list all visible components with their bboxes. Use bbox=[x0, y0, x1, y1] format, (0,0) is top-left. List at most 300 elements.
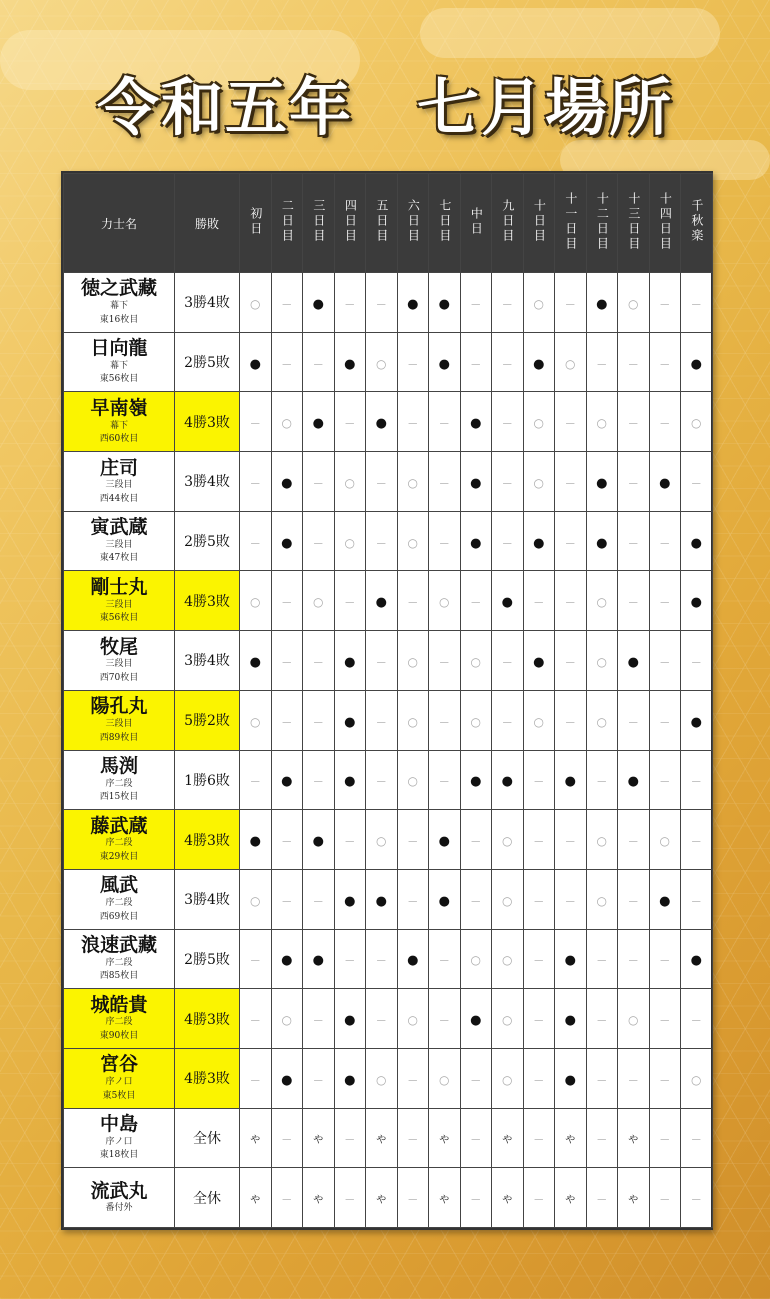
table-row bbox=[64, 869, 713, 929]
result-mark: ● bbox=[281, 1072, 293, 1088]
table-row bbox=[64, 631, 713, 691]
result-mark: － bbox=[533, 1193, 545, 1207]
result-mark: ○ bbox=[281, 416, 292, 431]
header-day bbox=[586, 174, 618, 273]
rikishi-division: 序二段 bbox=[105, 898, 133, 909]
result-cell bbox=[271, 1108, 303, 1168]
result-mark: － bbox=[627, 417, 639, 431]
result-cell bbox=[429, 392, 461, 452]
record-cell bbox=[175, 750, 240, 810]
rikishi-cell bbox=[64, 332, 175, 392]
result-cell bbox=[586, 750, 618, 810]
result-mark: ● bbox=[627, 774, 639, 790]
rikishi-rank: 東56枚目 bbox=[99, 374, 139, 385]
result-mark: － bbox=[312, 357, 324, 371]
result-mark: － bbox=[281, 835, 293, 849]
rikishi-name: 城皓貴 bbox=[90, 993, 148, 1016]
rikishi-division: 序ノ口 bbox=[105, 1077, 133, 1088]
result-cell bbox=[523, 1048, 555, 1108]
result-cell bbox=[586, 869, 618, 929]
result-cell bbox=[240, 631, 272, 691]
result-mark: ● bbox=[281, 953, 293, 969]
table-row bbox=[64, 1108, 713, 1168]
record-value: 4勝3敗 bbox=[184, 414, 230, 431]
header-day bbox=[681, 174, 713, 273]
result-mark: － bbox=[438, 954, 450, 968]
result-mark: ● bbox=[564, 1072, 576, 1088]
result-mark: － bbox=[249, 1014, 261, 1028]
result-cell bbox=[397, 750, 429, 810]
result-cell bbox=[555, 929, 587, 989]
result-cell bbox=[303, 690, 335, 750]
result-mark: ● bbox=[344, 356, 356, 372]
result-mark: ○ bbox=[281, 1013, 292, 1028]
rikishi-division: 幕下 bbox=[109, 420, 128, 431]
result-cell bbox=[303, 869, 335, 929]
result-mark: ● bbox=[659, 893, 671, 909]
result-cell bbox=[681, 869, 713, 929]
result-mark: － bbox=[470, 894, 482, 908]
result-cell bbox=[681, 690, 713, 750]
result-mark: － bbox=[690, 1133, 702, 1147]
header-day-label: 千秋楽 bbox=[689, 199, 704, 244]
result-cell bbox=[429, 750, 461, 810]
result-cell bbox=[618, 452, 650, 512]
result-cell bbox=[366, 452, 398, 512]
result-cell bbox=[649, 392, 681, 452]
result-cell bbox=[397, 690, 429, 750]
result-cell bbox=[271, 1168, 303, 1228]
result-mark: － bbox=[690, 297, 702, 311]
result-cell bbox=[649, 1108, 681, 1168]
result-mark: ○ bbox=[596, 416, 607, 431]
header-day bbox=[492, 174, 524, 273]
result-mark: － bbox=[281, 894, 293, 908]
result-cell bbox=[492, 989, 524, 1049]
table-row bbox=[64, 1168, 713, 1228]
record-value: 2勝5敗 bbox=[184, 534, 230, 551]
result-mark: － bbox=[470, 357, 482, 371]
rikishi-name: 陽孔丸 bbox=[90, 695, 148, 718]
rikishi-division: 幕下 bbox=[109, 360, 128, 371]
header-day bbox=[555, 174, 587, 273]
result-cell bbox=[240, 1048, 272, 1108]
result-mark: － bbox=[344, 596, 356, 610]
rikishi-rank: 西44枚目 bbox=[99, 493, 139, 504]
result-mark: － bbox=[533, 835, 545, 849]
result-cell bbox=[397, 571, 429, 631]
record-cell bbox=[175, 452, 240, 512]
result-cell bbox=[460, 929, 492, 989]
result-cell bbox=[397, 631, 429, 691]
result-cell bbox=[555, 332, 587, 392]
record-value: 4勝3敗 bbox=[184, 1011, 230, 1028]
result-cell bbox=[523, 631, 555, 691]
result-mark: ● bbox=[438, 834, 450, 850]
result-cell bbox=[492, 1048, 524, 1108]
result-mark: ○ bbox=[659, 834, 670, 849]
result-cell bbox=[460, 1168, 492, 1228]
rikishi-name: 風武 bbox=[99, 874, 138, 897]
result-mark: － bbox=[470, 596, 482, 610]
result-cell bbox=[334, 1048, 366, 1108]
result-mark: ○ bbox=[470, 953, 481, 968]
result-mark: － bbox=[627, 715, 639, 729]
result-cell bbox=[397, 810, 429, 870]
result-mark: ● bbox=[438, 296, 450, 312]
result-cell bbox=[492, 869, 524, 929]
result-cell bbox=[366, 392, 398, 452]
result-cell bbox=[618, 810, 650, 870]
result-cell bbox=[492, 929, 524, 989]
result-mark: － bbox=[312, 715, 324, 729]
result-cell bbox=[555, 869, 587, 929]
result-mark: － bbox=[501, 715, 513, 729]
result-mark: ● bbox=[501, 595, 513, 611]
rikishi-rank: 西89枚目 bbox=[99, 732, 139, 743]
result-cell bbox=[240, 452, 272, 512]
result-mark: － bbox=[659, 775, 671, 789]
result-mark: － bbox=[690, 1014, 702, 1028]
rikishi-cell bbox=[64, 929, 175, 989]
table-row bbox=[64, 392, 713, 452]
result-mark: － bbox=[375, 536, 387, 550]
record-cell bbox=[175, 511, 240, 571]
result-cell bbox=[303, 1168, 335, 1228]
rikishi-division: 序二段 bbox=[105, 957, 133, 968]
result-cell bbox=[681, 571, 713, 631]
result-mark: ● bbox=[375, 893, 387, 909]
result-mark: ● bbox=[659, 475, 671, 491]
result-cell bbox=[618, 750, 650, 810]
result-cell bbox=[271, 452, 303, 512]
result-cell bbox=[429, 571, 461, 631]
result-mark: － bbox=[501, 417, 513, 431]
result-mark: － bbox=[470, 1193, 482, 1207]
result-mark: － bbox=[533, 775, 545, 789]
result-mark: ● bbox=[281, 774, 293, 790]
result-mark: ● bbox=[249, 654, 261, 670]
result-cell bbox=[649, 690, 681, 750]
result-cell bbox=[649, 929, 681, 989]
result-mark: ● bbox=[249, 356, 261, 372]
result-mark: や bbox=[628, 1135, 639, 1147]
result-mark: － bbox=[375, 476, 387, 490]
rikishi-division: 三段目 bbox=[105, 539, 133, 550]
result-cell bbox=[240, 810, 272, 870]
result-mark: ● bbox=[375, 416, 387, 432]
result-mark: － bbox=[564, 894, 576, 908]
rikishi-cell bbox=[64, 392, 175, 452]
result-mark: ● bbox=[690, 953, 702, 969]
rikishi-rank: 西85枚目 bbox=[99, 971, 139, 982]
result-cell bbox=[586, 452, 618, 512]
result-cell bbox=[618, 273, 650, 333]
result-mark: ○ bbox=[691, 416, 702, 431]
record-value: 2勝5敗 bbox=[184, 951, 230, 968]
result-cell bbox=[586, 273, 618, 333]
result-mark: － bbox=[438, 536, 450, 550]
record-value: 4勝3敗 bbox=[184, 593, 230, 610]
result-mark: － bbox=[533, 1133, 545, 1147]
result-mark: ● bbox=[501, 774, 513, 790]
result-mark: ○ bbox=[407, 654, 418, 669]
result-mark: や bbox=[250, 1135, 261, 1147]
result-cell bbox=[366, 690, 398, 750]
result-mark: ○ bbox=[533, 714, 544, 729]
rikishi-name: 徳之武藏 bbox=[80, 277, 157, 300]
result-cell bbox=[460, 810, 492, 870]
result-cell bbox=[429, 1168, 461, 1228]
result-cell bbox=[523, 750, 555, 810]
result-cell bbox=[429, 810, 461, 870]
result-cell bbox=[303, 929, 335, 989]
result-mark: － bbox=[312, 1073, 324, 1087]
result-mark: ● bbox=[596, 475, 608, 491]
result-mark: － bbox=[596, 357, 608, 371]
result-mark: － bbox=[501, 536, 513, 550]
record-value: 4勝3敗 bbox=[184, 832, 230, 849]
result-mark: ○ bbox=[596, 834, 607, 849]
result-cell bbox=[303, 631, 335, 691]
result-mark: － bbox=[312, 536, 324, 550]
result-cell bbox=[303, 511, 335, 571]
result-mark: ○ bbox=[439, 595, 450, 610]
result-mark: － bbox=[312, 476, 324, 490]
result-cell bbox=[334, 273, 366, 333]
result-cell bbox=[586, 989, 618, 1049]
header-day-label: 四日目 bbox=[343, 199, 358, 244]
header-day-label: 五日目 bbox=[374, 199, 389, 244]
result-cell bbox=[460, 631, 492, 691]
result-mark: － bbox=[407, 835, 419, 849]
result-mark: ○ bbox=[502, 893, 513, 908]
result-cell bbox=[523, 332, 555, 392]
result-cell bbox=[523, 392, 555, 452]
result-cell bbox=[492, 631, 524, 691]
result-cell bbox=[429, 690, 461, 750]
result-cell bbox=[271, 273, 303, 333]
rikishi-cell bbox=[64, 989, 175, 1049]
result-mark: － bbox=[344, 417, 356, 431]
result-mark: － bbox=[627, 357, 639, 371]
result-mark: － bbox=[659, 357, 671, 371]
result-mark: － bbox=[407, 1193, 419, 1207]
result-mark: － bbox=[596, 1014, 608, 1028]
result-cell bbox=[429, 989, 461, 1049]
table-row bbox=[64, 690, 713, 750]
result-cell bbox=[240, 273, 272, 333]
result-cell bbox=[492, 452, 524, 512]
result-mark: － bbox=[659, 954, 671, 968]
result-cell bbox=[681, 631, 713, 691]
result-cell bbox=[334, 511, 366, 571]
result-cell bbox=[303, 571, 335, 631]
rikishi-rank: 西60枚目 bbox=[99, 434, 139, 445]
result-cell bbox=[429, 1108, 461, 1168]
rikishi-division: 三段目 bbox=[105, 480, 133, 491]
result-mark: － bbox=[659, 1073, 671, 1087]
record-cell bbox=[175, 810, 240, 870]
result-mark: ● bbox=[690, 535, 702, 551]
result-mark: ● bbox=[470, 535, 482, 551]
result-cell bbox=[492, 571, 524, 631]
result-mark: － bbox=[564, 476, 576, 490]
result-cell bbox=[523, 810, 555, 870]
result-mark: － bbox=[533, 894, 545, 908]
result-mark: ● bbox=[690, 595, 702, 611]
result-cell bbox=[334, 810, 366, 870]
result-cell bbox=[492, 273, 524, 333]
result-mark: ○ bbox=[470, 714, 481, 729]
results-table bbox=[63, 173, 713, 1228]
result-cell bbox=[555, 1108, 587, 1168]
result-mark: ● bbox=[596, 296, 608, 312]
result-cell bbox=[460, 1048, 492, 1108]
result-mark: ● bbox=[344, 1072, 356, 1088]
result-mark: － bbox=[501, 655, 513, 669]
result-cell bbox=[681, 392, 713, 452]
result-mark: ○ bbox=[407, 714, 418, 729]
result-mark: － bbox=[533, 1073, 545, 1087]
result-cell bbox=[618, 869, 650, 929]
record-cell bbox=[175, 571, 240, 631]
record-cell bbox=[175, 392, 240, 452]
result-cell bbox=[618, 631, 650, 691]
header-day bbox=[523, 174, 555, 273]
result-cell bbox=[681, 750, 713, 810]
result-cell bbox=[334, 571, 366, 631]
result-mark: － bbox=[533, 954, 545, 968]
result-mark: ● bbox=[281, 535, 293, 551]
table-row bbox=[64, 332, 713, 392]
rikishi-cell bbox=[64, 631, 175, 691]
result-cell bbox=[303, 989, 335, 1049]
rikishi-rank: 東29枚目 bbox=[99, 851, 139, 862]
result-mark: － bbox=[596, 1073, 608, 1087]
result-cell bbox=[271, 571, 303, 631]
result-cell bbox=[618, 1108, 650, 1168]
result-mark: ● bbox=[344, 714, 356, 730]
result-mark: ○ bbox=[439, 1072, 450, 1087]
result-mark: － bbox=[344, 1133, 356, 1147]
result-cell bbox=[649, 332, 681, 392]
rikishi-cell bbox=[64, 750, 175, 810]
result-cell bbox=[271, 511, 303, 571]
result-mark: － bbox=[690, 1193, 702, 1207]
result-cell bbox=[618, 332, 650, 392]
result-mark: ○ bbox=[376, 834, 387, 849]
result-mark: や bbox=[376, 1195, 387, 1207]
result-cell bbox=[586, 1168, 618, 1228]
result-cell bbox=[271, 929, 303, 989]
result-mark: － bbox=[564, 297, 576, 311]
rikishi-division: 三段目 bbox=[105, 599, 133, 610]
result-mark: － bbox=[659, 1133, 671, 1147]
result-mark: や bbox=[565, 1135, 576, 1147]
result-mark: － bbox=[375, 954, 387, 968]
result-mark: － bbox=[438, 715, 450, 729]
rikishi-rank: 東18枚目 bbox=[99, 1150, 139, 1161]
header-day bbox=[334, 174, 366, 273]
header-day-label: 十四日目 bbox=[658, 191, 673, 252]
result-mark: ● bbox=[344, 654, 356, 670]
result-mark: ○ bbox=[344, 535, 355, 550]
result-cell bbox=[555, 810, 587, 870]
rikishi-division: 番付外 bbox=[105, 1203, 133, 1214]
result-mark: ○ bbox=[407, 774, 418, 789]
result-mark: ● bbox=[312, 296, 324, 312]
result-mark: ○ bbox=[628, 296, 639, 311]
result-cell bbox=[240, 511, 272, 571]
result-cell bbox=[334, 452, 366, 512]
result-mark: や bbox=[502, 1135, 513, 1147]
results-table-container bbox=[61, 171, 713, 1230]
result-cell bbox=[523, 1108, 555, 1168]
result-mark: ○ bbox=[407, 1013, 418, 1028]
header-day bbox=[366, 174, 398, 273]
result-cell bbox=[429, 332, 461, 392]
result-mark: － bbox=[470, 1133, 482, 1147]
rikishi-rank: 東56枚目 bbox=[99, 613, 139, 624]
result-mark: ● bbox=[281, 475, 293, 491]
result-mark: － bbox=[627, 596, 639, 610]
result-cell bbox=[240, 392, 272, 452]
result-mark: ○ bbox=[596, 595, 607, 610]
result-cell bbox=[271, 332, 303, 392]
result-mark: － bbox=[690, 655, 702, 669]
background-cloud bbox=[420, 8, 720, 58]
header-day bbox=[429, 174, 461, 273]
result-mark: ○ bbox=[596, 654, 607, 669]
result-cell bbox=[397, 1168, 429, 1228]
result-mark: － bbox=[438, 476, 450, 490]
result-mark: ● bbox=[312, 834, 324, 850]
result-cell bbox=[397, 332, 429, 392]
result-cell bbox=[271, 869, 303, 929]
header-row bbox=[64, 174, 713, 273]
rikishi-division: 序二段 bbox=[105, 838, 133, 849]
result-mark: － bbox=[344, 1193, 356, 1207]
header-day-label: 十二日目 bbox=[595, 191, 610, 252]
result-mark: － bbox=[690, 894, 702, 908]
result-cell bbox=[649, 810, 681, 870]
result-cell bbox=[586, 1048, 618, 1108]
result-mark: － bbox=[564, 536, 576, 550]
result-cell bbox=[681, 273, 713, 333]
result-cell bbox=[303, 1048, 335, 1108]
result-cell bbox=[555, 452, 587, 512]
result-cell bbox=[366, 929, 398, 989]
rikishi-cell bbox=[64, 511, 175, 571]
result-mark: － bbox=[281, 655, 293, 669]
result-cell bbox=[618, 1168, 650, 1228]
result-cell bbox=[240, 929, 272, 989]
result-mark: ● bbox=[407, 296, 419, 312]
result-cell bbox=[586, 631, 618, 691]
record-value: 全休 bbox=[193, 1190, 221, 1207]
table-row bbox=[64, 929, 713, 989]
rikishi-cell bbox=[64, 1108, 175, 1168]
result-cell bbox=[649, 1168, 681, 1228]
result-mark: － bbox=[690, 835, 702, 849]
result-mark: や bbox=[376, 1135, 387, 1147]
result-mark: ○ bbox=[533, 416, 544, 431]
result-cell bbox=[303, 273, 335, 333]
result-mark: ● bbox=[312, 953, 324, 969]
rikishi-name: 牧尾 bbox=[99, 635, 138, 658]
result-cell bbox=[586, 392, 618, 452]
